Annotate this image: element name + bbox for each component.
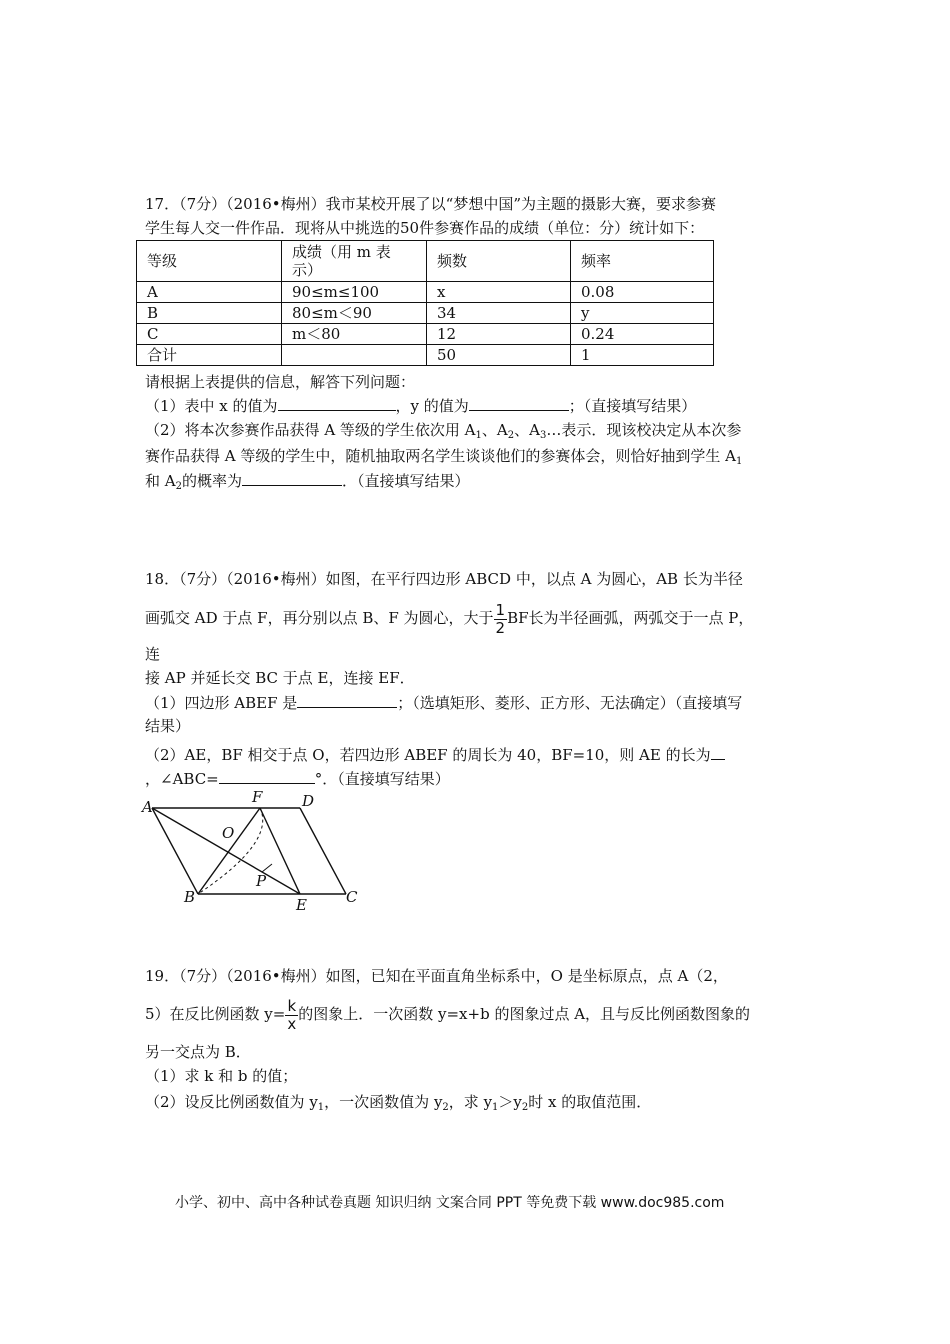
table-cell: 12 [427, 324, 571, 345]
q17-part2-text-b: 、A [481, 421, 508, 439]
header-score-line1: 成绩（用 m 表 [292, 243, 391, 261]
table-cell: 50 [427, 345, 571, 366]
q18-part2-text-c: °．（直接填写结果） [314, 770, 450, 788]
label-f: F [252, 788, 263, 806]
q17-line2: 学生每人交一件作品．现将从中挑选的50件参赛作品的成绩（单位：分）统计如下： [145, 219, 705, 237]
q19-part2 [145, 1092, 651, 1112]
q19-part2-text-a: （2）设反比例函数值为 y [145, 1093, 318, 1111]
q19-line1: 19．（7分）（2016•梅州）如图，已知在平面直角坐标系中，O 是坐标原点，点 A（2， [145, 967, 728, 985]
q17-part2-text-g: 的概率为 [181, 472, 242, 490]
answer-blank-probability[interactable] [242, 470, 342, 486]
header-score-line2: 示） [292, 261, 323, 279]
header-rate: 频率 [571, 241, 714, 282]
answer-blank-x[interactable] [278, 395, 396, 411]
segment-dc [300, 808, 346, 894]
fraction-half [494, 602, 508, 637]
answer-blank-shape[interactable] [297, 692, 397, 708]
table-cell: m＜80 [282, 324, 427, 345]
header-frequency: 频数 [427, 241, 571, 282]
table-cell: 合计 [137, 345, 282, 366]
table-cell: A [137, 282, 282, 303]
answer-blank-y[interactable] [469, 395, 569, 411]
label-b: B [184, 888, 196, 906]
label-p: P [256, 872, 267, 890]
table-cell: 80≤m＜90 [282, 303, 427, 324]
q19-part1: （1）求 k 和 b 的值； [145, 1067, 298, 1085]
q19-line2-text-a: 5）在反比例函数 y= [145, 1005, 286, 1023]
q17-part1 [145, 395, 696, 416]
q18-line2 [145, 598, 753, 638]
q19-line3: 另一交点为 B． [145, 1043, 251, 1061]
arc-mark [262, 864, 272, 872]
q18-part2-text-b: ，∠ABC= [145, 770, 219, 788]
table-cell: C [137, 324, 282, 345]
q17-part2-line2 [145, 446, 742, 466]
q17-part2-line3 [145, 470, 470, 491]
label-c: C [346, 888, 358, 906]
q18-line4: 接 AP 并延长交 BC 于点 E，连接 EF． [145, 669, 415, 687]
fraction-k-over-x [285, 998, 298, 1033]
q18-part2-text-a: （2）AE，BF 相交于点 O，若四边形 ABEF 的周长为 40，BF=10，则 AE 的长为 [145, 746, 711, 764]
subscript: 1 [317, 1102, 325, 1113]
table-cell: x [427, 282, 571, 303]
q17-part1-text-c: ；（直接填写结果） [568, 397, 697, 415]
q17-prompt: 请根据上表提供的信息，解答下列问题： [145, 373, 416, 391]
q19-part2-text-e: 时 x 的取值范围． [528, 1093, 652, 1111]
label-a: A [142, 798, 153, 816]
segment-bf [198, 808, 260, 894]
subscript: 1 [735, 456, 743, 467]
label-e: E [296, 896, 307, 910]
q17-line1: 17．（7分）（2016•梅州）我市某校开展了以“梦想中国”为主题的摄影大赛，要求参赛 [145, 195, 716, 213]
table-cell: 0.24 [571, 324, 714, 345]
table-cell: 1 [571, 345, 714, 366]
q19-part2-text-c: ，求 y [448, 1093, 493, 1111]
q17-part2-text-d: …表示．现该校决定从本次参 [546, 421, 742, 439]
q19-line2 [145, 994, 750, 1034]
q18-part1-cont: 结果） [145, 717, 191, 735]
q18-bf-label: BF [507, 609, 529, 627]
q17-part2-text-h: ．（直接填写结果） [342, 472, 470, 490]
fraction-numerator: 1 [495, 600, 506, 619]
header-grade: 等级 [137, 241, 282, 282]
subscript: 2 [507, 430, 515, 441]
subscript: 1 [475, 430, 482, 441]
q17-part1-text-a: （1）表中 x 的值为 [145, 397, 278, 415]
q18-line3: 连 [145, 645, 161, 663]
label-d: D [302, 792, 315, 810]
answer-blank-angle[interactable] [219, 768, 315, 784]
table-cell: 90≤m≤100 [282, 282, 427, 303]
q17-part2-text-a: （2）将本次参赛作品获得 A 等级的学生依次用 A [145, 421, 476, 439]
q17-part1-text-b: ，y 的值为 [395, 397, 469, 415]
q18-line2-text-b: 长为半径画弧，两弧交于一点 P， [528, 609, 754, 627]
label-o: O [222, 824, 235, 842]
fraction-numerator: k [287, 996, 297, 1015]
score-table [136, 240, 714, 366]
table-cell: B [137, 303, 282, 324]
table-row [137, 324, 714, 345]
q19-part2-text-d: ＞y [498, 1093, 522, 1111]
subscript: 3 [539, 430, 547, 441]
q19-part2-text-b: ，一次函数值为 y [324, 1093, 443, 1111]
fraction-denominator: 2 [495, 618, 506, 637]
subscript: 2 [175, 481, 182, 492]
q17-part2-text-f: 和 A [145, 472, 176, 490]
segment-ae [152, 808, 300, 894]
fraction-denominator: x [287, 1014, 297, 1033]
table-cell: y [571, 303, 714, 324]
q17-part2-line1 [145, 420, 741, 440]
table-row [137, 303, 714, 324]
table-cell: 34 [427, 303, 571, 324]
answer-blank-ae[interactable] [711, 744, 725, 760]
header-score [282, 241, 427, 282]
q18-part1-text-a: （1）四边形 ABEF 是 [145, 694, 298, 712]
page-footer: 小学、初中、高中各种试卷真题 知识归纳 文案合同 PPT 等免费下载 www.doc985.com [175, 1195, 725, 1211]
table-cell: 0.08 [571, 282, 714, 303]
q19-line2-text-b: 的图象上．一次函数 y=x+b 的图象过点 A，且与反比例函数图象的 [298, 1005, 751, 1023]
q18-part2 [145, 744, 725, 765]
table-row [137, 282, 714, 303]
table-cell [282, 345, 427, 366]
q17-part2-text-c: 、A [514, 421, 540, 439]
table-row [137, 345, 714, 366]
subscript: 1 [492, 1102, 499, 1113]
table-header-row [137, 241, 714, 282]
q18-line1: 18．（7分）（2016•梅州）如图，在平行四边形 ABCD 中，以点 A 为圆心，AB 长为半径 [145, 570, 743, 588]
q17-part2-text-e: 赛作品获得 A 等级的学生中，随机抽取两名学生谈谈他们的参赛体会，则恰好抽到学生 A [145, 447, 736, 465]
q18-line2-text-a: 画弧交 AD 于点 F，再分别以点 B、F 为圆心，大于 [145, 609, 494, 627]
q18-part1-text-b: ；（选填矩形、菱形、正方形、无法确定）（直接填写 [397, 694, 743, 712]
parallelogram-figure [138, 786, 368, 910]
subscript: 2 [442, 1102, 449, 1113]
q18-part1 [145, 692, 742, 713]
subscript: 2 [521, 1102, 529, 1113]
